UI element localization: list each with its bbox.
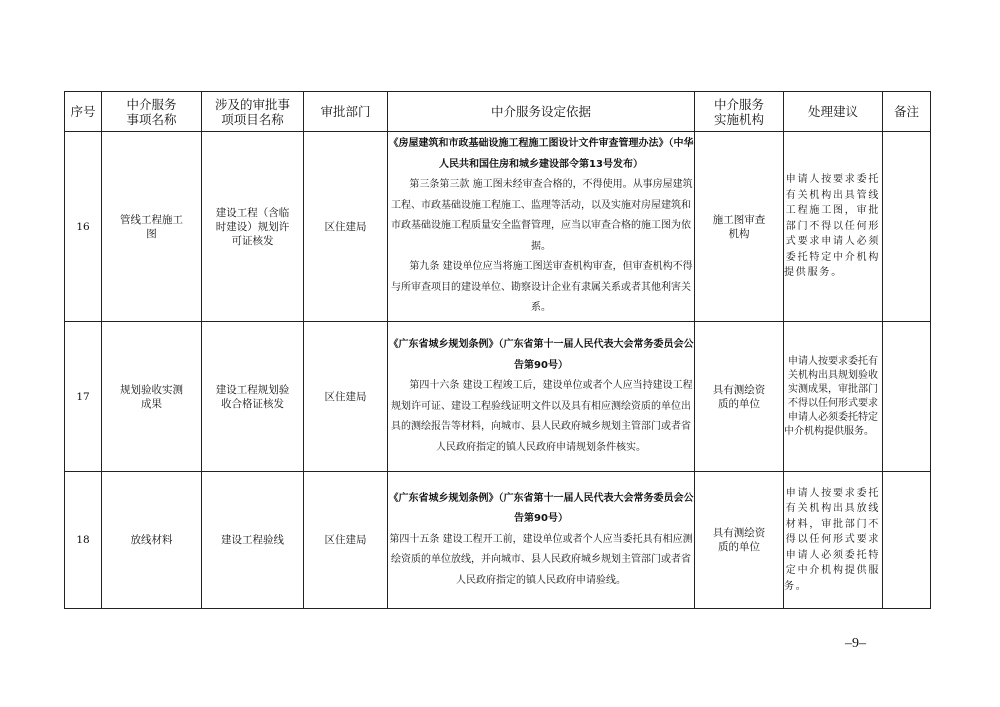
basis-title: 《广东省城乡规划条例》（广东省第十一届人民代表大会常务委员会公告第90号） <box>388 339 694 371</box>
row-no: 16 <box>65 132 102 322</box>
row-remark <box>883 322 931 472</box>
table-row <box>65 322 931 472</box>
table-header-row <box>65 92 931 132</box>
header-no: 序号 <box>65 92 102 132</box>
header-dept: 审批部门 <box>304 92 388 132</box>
header-basis: 中介服务设定依据 <box>388 92 695 132</box>
row-approval: 建设工程（含临 时建设）规划许 可证核发 <box>202 132 304 322</box>
basis-para: 第三条第三款 施工图未经审查合格的，不得使用。从事房屋建筑工程、市政基础设施工程施工、监理等活动，以及实施对房屋建筑和市政基础设施工程质量安全监督管理，应当以审查合格的施工图为依据。 <box>391 179 693 252</box>
header-approval-item: 涉及的审批事 项项目名称 <box>202 92 304 132</box>
row-service: 放线材料 <box>102 472 202 609</box>
page-number: –9– <box>845 636 866 651</box>
header-remark: 备注 <box>883 92 931 132</box>
basis-title: 《广东省城乡规划条例》（广东省第十一届人民代表大会常务委员会公告第90号） <box>388 492 694 525</box>
row-service: 规划验收实测 成果 <box>102 322 202 472</box>
row-dept: 区住建局 <box>304 322 388 472</box>
row-basis <box>388 322 695 472</box>
row-dept: 区住建局 <box>304 472 388 609</box>
basis-para: 第四十五条 建设工程开工前，建设单位或者个人应当委托具有相应测绘资质的单位放线，并向城市、县人民政府城乡规划主管部门或者省人民政府指定的镇人民政府申请验线。 <box>389 533 693 586</box>
header-advice: 处理建议 <box>784 92 883 132</box>
row-advice: 申请人按要求委托有关机构出具管线工程施工图，审批部门不得以任何形式要求申请人必须委托特定中介机构提供服务。 <box>784 132 883 322</box>
table-row <box>65 132 931 322</box>
table-row <box>65 472 931 609</box>
row-org: 具有测绘资 质的单位 <box>695 322 784 472</box>
basis-title: 《房屋建筑和市政基础设施工程施工图设计文件审查管理办法》（中华人民共和国住房和城乡建设部令第13号发布） <box>388 138 694 170</box>
row-approval: 建设工程规划验 收合格证核发 <box>202 322 304 472</box>
basis-para: 第四十六条 建设工程竣工后，建设单位或者个人应当持建设工程规划许可证、建设工程验线证明文件以及具有相应测绘资质的单位出具的测绘报告等材料，向城市、县人民政府城乡规划主管部门或者省人民政府指定的镇人民政府申请规划条件核实。 <box>391 380 693 453</box>
row-advice: 申请人按要求委托有关机构出具放线材料，审批部门不得以任何形式要求申请人必须委托特定中介机构提供服务。 <box>784 472 883 609</box>
row-dept: 区住建局 <box>304 132 388 322</box>
row-org: 具有测绘资 质的单位 <box>695 472 784 609</box>
basis-para: 第九条 建设单位应当将施工图送审查机构审查，但审查机构不得与所审查项目的建设单位、勘察设计企业有隶属关系或者其他利害关系。 <box>391 261 693 314</box>
row-basis <box>388 132 695 322</box>
row-service: 管线工程施工 图 <box>102 132 202 322</box>
row-basis <box>388 472 695 609</box>
row-remark <box>883 472 931 609</box>
header-org: 中介服务 实施机构 <box>695 92 784 132</box>
header-service-name: 中介服务 事项名称 <box>102 92 202 132</box>
row-org: 施工图审查 机构 <box>695 132 784 322</box>
row-advice: 申请人按要求委托有关机构出具规划验收实测成果，审批部门不得以任何形式要求申请人必须委托特定中介机构提供服务。 <box>784 322 883 472</box>
row-no: 17 <box>65 322 102 472</box>
intermediary-services-table <box>64 91 931 609</box>
row-approval: 建设工程验线 <box>202 472 304 609</box>
row-remark <box>883 132 931 322</box>
row-no: 18 <box>65 472 102 609</box>
